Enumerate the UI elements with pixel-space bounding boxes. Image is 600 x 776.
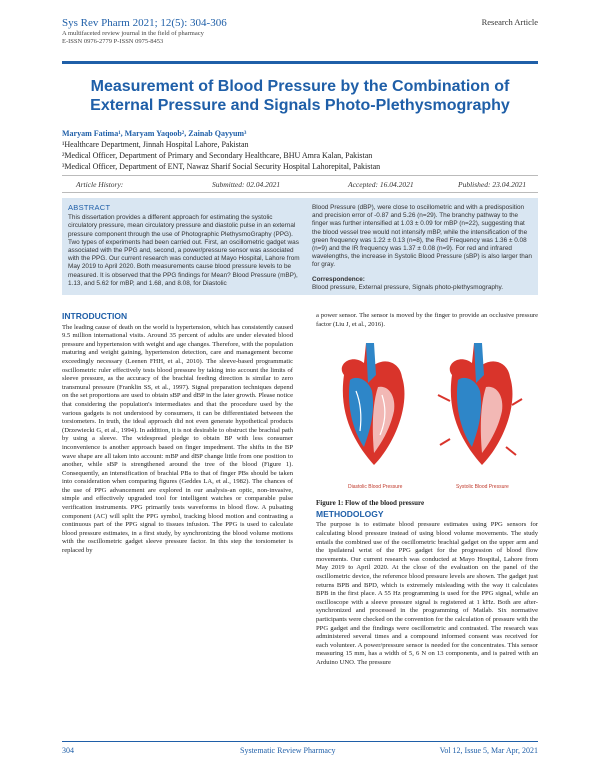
author-block [62,128,542,172]
figure-caption: Figure 1: Flow of the blood pressure [316,499,425,508]
history-label: Article History: [76,180,124,189]
systolic-label: Systolic Blood Pressure [456,484,509,491]
diastolic-heart-icon [342,343,405,465]
abstract-heading: ABSTRACT [68,203,111,212]
diastolic-label: Diastolic Blood Pressure [348,484,403,491]
article-history [62,175,538,193]
methodology-heading: METHODOLOGY [316,508,384,519]
abstract-right-text: Blood Pressure (dBP), were close to oscillometric and with a predisposition and precision error of -0.87 and 5.26 (n=29). The branchy pathway to the finger was further intensified at 1.03 ± 0.09 for mBP (n=22), suggesting that the blood vessel tree would not intensify mBP, while the intensification of the green frequency was 1.22 ± 0.13 (n=8), the Red Frequency was 1.36 ± 0.08 (n=9) and the IR frequency was 1.37 ± 0.08 (n=9). For red and infrared wavelengths, the increase in Systolic Blood Pressure (sBP) is also larger than for gray. [312,204,532,269]
affiliation-2: ²Medical Officer, Department of Primary and Secondary Healthcare, BHU Amra Kalan, Pakistan [62,151,373,160]
left-column [62,312,293,556]
affiliation-3: ³Medical Officer, Department of ENT, Nawaz Sharif Social Security Hospital Lahorepital, Pakistan [62,162,381,171]
correspondence-text: Blood pressure, External pressure, Signals photo-plethysmography. [312,283,503,291]
footer-volume: Vol 12, Issue 5, Mar Apr, 2021 [439,746,538,755]
abstract-right-column [312,204,534,292]
published-date: Published: 23.04.2021 [458,180,527,189]
journal-issn: E-ISSN 0976-2779 P-ISSN 0975-8453 [62,38,164,45]
intro-continuation-text: a power sensor. The sensor is moved by the finger to provide an occlusive pressure factor (Liu J, et al., 2016). [316,312,538,328]
footer-rule [62,741,538,742]
correspondence-heading: Correspondence: [312,275,365,283]
article-title: Measurement of Blood Pressure by the Combination of External Pressure and Signals Photo-Plethysmography [90,78,510,114]
heart-figure [316,335,538,495]
journal-header [62,17,362,46]
journal-citation: Sys Rev Pharm 2021; 12(5): 304-306 [62,17,227,29]
header-rule [62,61,538,64]
right-column [316,312,538,667]
footer-journal: Systematic Review Pharmacy [240,746,336,755]
abstract-left-column [68,204,300,288]
systolic-heart-icon [438,343,522,465]
abstract-box [62,198,538,295]
submitted-date: Submitted: 02.04.2021 [212,180,281,189]
article-type: Research Article [481,17,538,27]
journal-tagline: A multifaceted review journal in the field of pharmacy [62,30,204,37]
introduction-heading: INTRODUCTION [62,311,128,321]
methodology-text: The purpose is to estimate blood pressure estimates using PPG sensors for calculating blood pressure instead of using blood volume movements. The study entails the combined use of the oscillometric brachial gadget on the upper arm and the ipsilateral wrist of the PPG gadget for the progression of blood flow movements. Our current research was conducted at Mayo Hospital, Lahore from May 2019 to April 2020. At the close of the evaluation on the panel of the oscillometric device, the reference blood pressure levels are shown. The gadget just returns BPB and BPD, which is extremely misleading with the way it calculates BPB in the first place. A 55 Hz programming is used for the PPG signal, while an oscilloscope with a sleeve pressure signal is registered at 1 kHz. Both are after-synchronized and processed in the programming of Matlab. Six normative participants were checked on the convention for the calculation of pressure with the PPG gadget and the findings were oscillometric and contrasted. The research was administered several times and a compound informed consent was received for each volunteer. A power/pressure sensor is needed for the concentrates. This sensor measuring 15 mm, has a width of 5, 6 N on 13 components, and is paired with an Arduino UNO. The pressure [316,521,538,666]
page-number: 304 [62,746,74,755]
affiliation-1: ¹Healthcare Department, Jinnah Hospital Lahore, Pakistan [62,140,249,149]
author-names: Maryam Fatima¹, Maryam Yaqoob², Zainab Qayyum³ [62,129,247,138]
accepted-date: Accepted: 16.04.2021 [348,180,414,189]
abstract-left-text: This dissertation provides a different approach for estimating the systolic circulatory pressure, mean circulatory pressure and diastolic pulse in an external pressure component through the use of Photographic PlethysmoGraphy (PPG). Two types of experiments had been carried out. First, an oscillometric gadget was associated with the PPG and, second, a power/pressure sensor was associated with the PPG. Our current research was conducted at Mayo Hospital, Lahore from May 2019 to April 2020. Both measurements cause blood pressure levels to be measured. It is observed that the PPG findings for Mean? Blood Pressure (mBP), 1.13, and 5.62 for mBP, and 1.68, and 8.08, for Diastolic [68,214,300,287]
heart-diagram [316,335,538,485]
introduction-text: The leading cause of death on the world is hypertension, which has consistently caused 9.5 million international visits. Around 35 percent of adults are under elevated blood pressure and hypertension with weight and age changes. Therefore, with the population maturing and weight gaining, hypertension detection, care and management become exceedingly necessary (Leenen FHH, et al., 2010). The sleeve-based programmatic oscillometric ruler effectively tests blood pressure by taking into account the limits of sleeve pressure, as the accuracy of the brachial feeding direction is similar to zero transmural pressure (Franklin SS, et al., 1997). Signal preparation techniques depend on the set proportions are used to obtain sBP and dBP in the later growth. Please notice that considering the population's intermediates and that the procedure used by the various gadgets is not understood by consumers, it can be differentiated between the torsiometers. In truth, the ideal approach did not even generate hypothetical products (Drzewiecki G, et al., 1994). In addition, it is not desirable to obstruct the brachial path by using a sleeve. The widespread pledge to obtain BP with less consumer inconvenience is another approach based on finger impedment. The shifts in the BP wave shape are all taken into account: mBP and dBP change little from one position to another, while sBP is strengthened around the tree of the blood (Figure 1). Consequently, an intensification of brachial PBs to that of finger PBs should be taken into consideration when comparing figures (Geddes LA, et al., 1982). The chances of the use of PPG advancement are explored in our analysis-an optic, non-invasive, simple and effectively upgraded tool for intelligent watches or comparable pulse verification instruments. PPG primarily tests waveforms in blood flow. A pulsating component (AC) will split the PPG symbol, tracking blood motion and contrasting a continuous part of the PPG signal to tissues infusion. The PPG is used to calculate blood pressure estimates, in a first study, by synchronizing the blood volume motions with the oscillometric gadget sleeve pressure factor. In this step the torsiometer is replaced by [62,323,293,555]
